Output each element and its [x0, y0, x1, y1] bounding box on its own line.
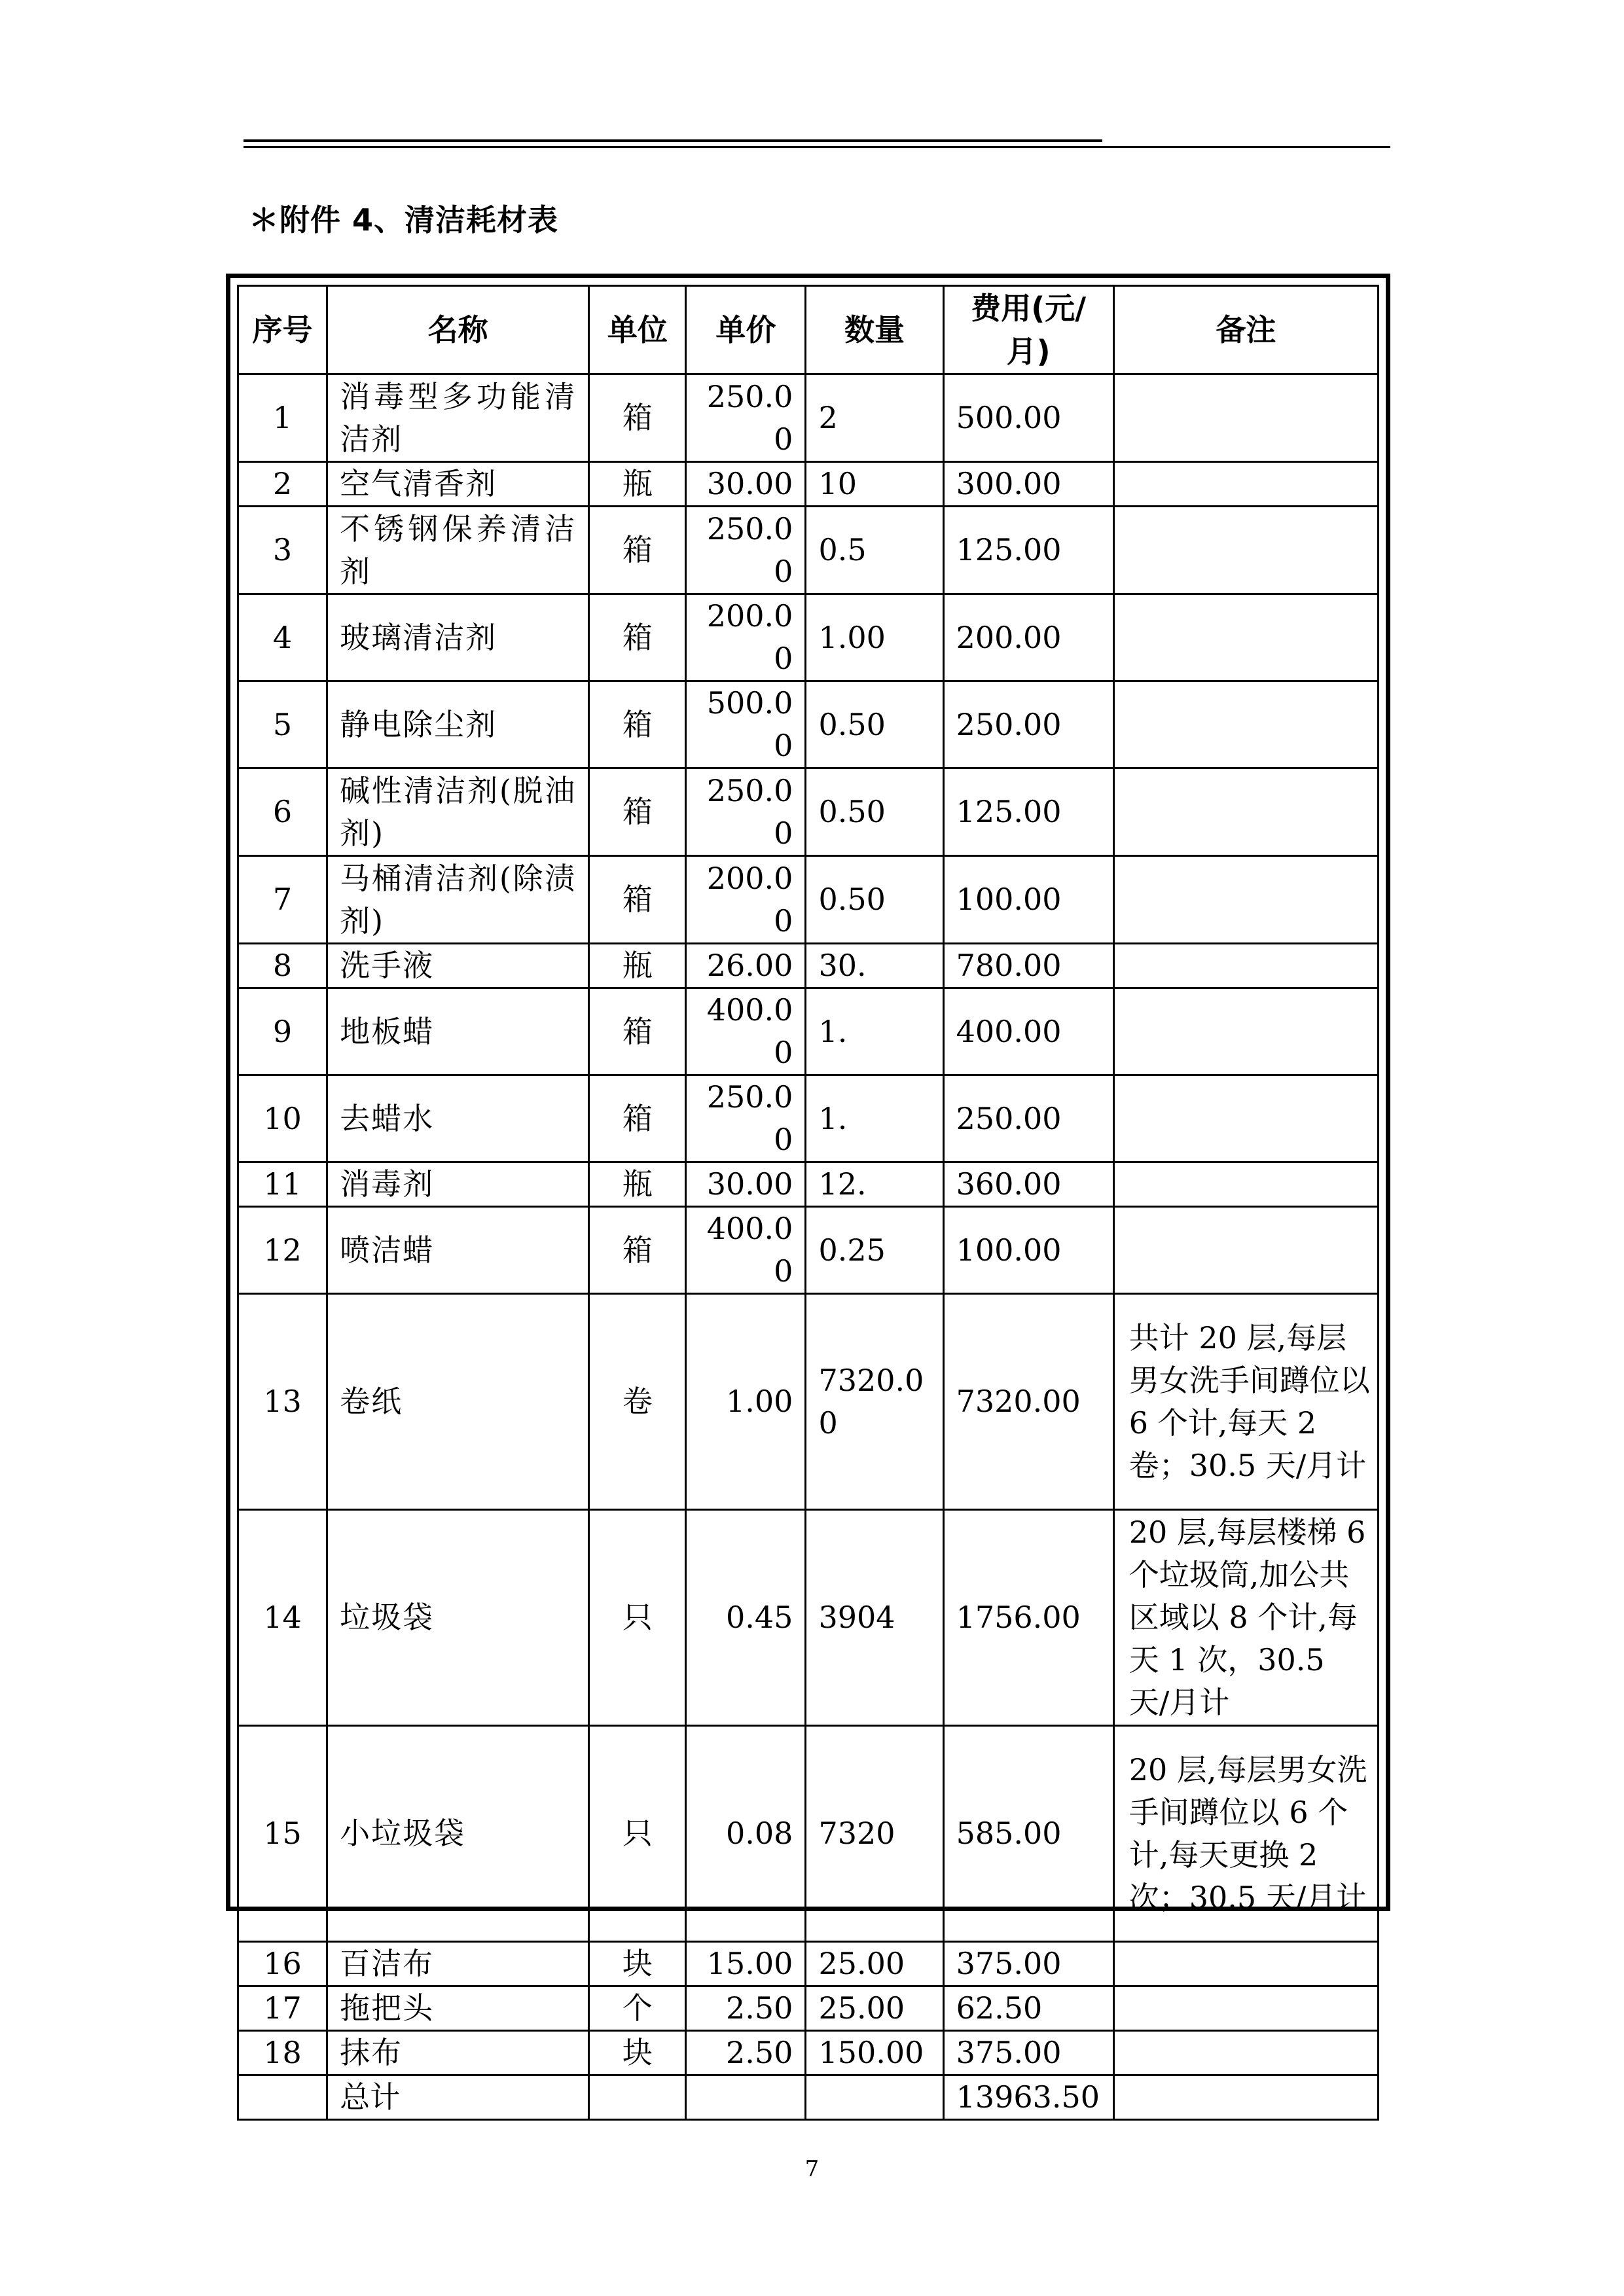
cell-cost: 250.00 [943, 1075, 1113, 1162]
cell-price: 400.00 [686, 1207, 806, 1294]
cell-note [1113, 374, 1378, 462]
cell-no: 18 [238, 2031, 327, 2075]
cell-no: 8 [238, 944, 327, 988]
cell-unit: 箱 [589, 1075, 686, 1162]
cell-price: 0.08 [686, 1726, 806, 1942]
cell-no: 6 [238, 768, 327, 856]
header-rule-upper [244, 139, 1102, 142]
cell-name: 抹布 [327, 2031, 589, 2075]
cell-cost: 300.00 [943, 462, 1113, 507]
cell-no: 12 [238, 1207, 327, 1294]
cell-qty: 30. [806, 944, 943, 988]
cell-name: 去蜡水 [327, 1075, 589, 1162]
cell-cost: 585.00 [943, 1726, 1113, 1942]
table-row [238, 1510, 1379, 1726]
page-number: 7 [804, 2156, 820, 2182]
cell-qty: 1. [806, 988, 943, 1075]
header-note: 备注 [1113, 286, 1378, 374]
cell-qty: 10 [806, 462, 943, 507]
cell-cost: 375.00 [943, 2031, 1113, 2075]
table-row [238, 1162, 1379, 1207]
cell-note: 20 层,每层男女洗手间蹲位以 6 个计,每天更换 2 次；30.5 天/月计 [1113, 1726, 1378, 1942]
cell-qty: 0.5 [806, 507, 943, 594]
cell-unit: 只 [589, 1510, 686, 1726]
cell-no: 17 [238, 1986, 327, 2031]
cell-unit: 箱 [589, 856, 686, 944]
cell-no: 1 [238, 374, 327, 462]
cell-qty: 12. [806, 1162, 943, 1207]
cell-unit: 箱 [589, 594, 686, 681]
table-row [238, 594, 1379, 681]
cell-note [1113, 1207, 1378, 1294]
consumables-table-frame [226, 274, 1390, 2115]
cell-name: 卷纸 [327, 1294, 589, 1510]
cell-cost: 100.00 [943, 856, 1113, 944]
cell-name: 不锈钢保养清洁剂 [327, 507, 589, 594]
table-row [238, 1986, 1379, 2031]
header-qty: 数量 [806, 286, 943, 374]
cell-qty: 25.00 [806, 1986, 943, 2031]
cell-note: 20 层,每层楼梯 6 个垃圾筒,加公共区域以 8 个计,每天 1 次，30.5 天/月计 [1113, 1510, 1378, 1726]
cell-no: 15 [238, 1726, 327, 1942]
table-row [238, 507, 1379, 594]
cell-name: 玻璃清洁剂 [327, 594, 589, 681]
cell-note [1113, 681, 1378, 768]
cell-unit: 箱 [589, 768, 686, 856]
cell-qty: 2 [806, 374, 943, 462]
header-no: 序号 [238, 286, 327, 374]
cell-unit: 瓶 [589, 462, 686, 507]
table-row [238, 681, 1379, 768]
cell-unit: 块 [589, 1942, 686, 1986]
table-row [238, 768, 1379, 856]
cell-qty: 25.00 [806, 1942, 943, 1986]
cell-price: 2.50 [686, 1986, 806, 2031]
cell-price: 200.00 [686, 594, 806, 681]
cell-note [1113, 988, 1378, 1075]
total-price [686, 2075, 806, 2120]
cell-no: 16 [238, 1942, 327, 1986]
cell-unit: 卷 [589, 1294, 686, 1510]
cell-unit: 个 [589, 1986, 686, 2031]
cell-qty: 1.00 [806, 594, 943, 681]
cell-qty: 7320 [806, 1726, 943, 1942]
table-row [238, 1726, 1379, 1942]
cell-no: 10 [238, 1075, 327, 1162]
cell-cost: 250.00 [943, 681, 1113, 768]
header-unit: 单位 [589, 286, 686, 374]
cell-note [1113, 1986, 1378, 2031]
table-row [238, 1942, 1379, 1986]
table-header-row [238, 286, 1379, 374]
cell-price: 26.00 [686, 944, 806, 988]
table-row [238, 2031, 1379, 2075]
cell-unit: 瓶 [589, 1162, 686, 1207]
cell-unit: 瓶 [589, 944, 686, 988]
cell-name: 消毒剂 [327, 1162, 589, 1207]
cell-cost: 360.00 [943, 1162, 1113, 1207]
cell-qty: 3904 [806, 1510, 943, 1726]
cell-price: 250.00 [686, 374, 806, 462]
cell-unit: 只 [589, 1726, 686, 1942]
cell-cost: 7320.00 [943, 1294, 1113, 1510]
cell-cost: 375.00 [943, 1942, 1113, 1986]
cell-price: 0.45 [686, 1510, 806, 1726]
cell-unit: 箱 [589, 1207, 686, 1294]
table-row [238, 1075, 1379, 1162]
table-row [238, 374, 1379, 462]
consumables-table [237, 285, 1379, 2121]
cell-note [1113, 1075, 1378, 1162]
cell-name: 消毒型多功能清洁剂 [327, 374, 589, 462]
table-row [238, 856, 1379, 944]
cell-note [1113, 462, 1378, 507]
header-name: 名称 [327, 286, 589, 374]
cell-note [1113, 1942, 1378, 1986]
cell-no: 7 [238, 856, 327, 944]
cell-cost: 200.00 [943, 594, 1113, 681]
cell-qty: 0.50 [806, 856, 943, 944]
cell-name: 地板蜡 [327, 988, 589, 1075]
cell-note [1113, 944, 1378, 988]
cell-name: 小垃圾袋 [327, 1726, 589, 1942]
header-cost: 费用(元/月) [943, 286, 1113, 374]
total-unit [589, 2075, 686, 2120]
cell-price: 1.00 [686, 1294, 806, 1510]
cell-note: 共计 20 层,每层男女洗手间蹲位以 6 个计,每天 2 卷；30.5 天/月计 [1113, 1294, 1378, 1510]
cell-note [1113, 1162, 1378, 1207]
cell-qty: 150.00 [806, 2031, 943, 2075]
cell-unit: 箱 [589, 507, 686, 594]
cell-cost: 125.00 [943, 507, 1113, 594]
cell-name: 拖把头 [327, 1986, 589, 2031]
cell-name: 碱性清洁剂(脱油剂) [327, 768, 589, 856]
cell-name: 百洁布 [327, 1942, 589, 1986]
cell-price: 15.00 [686, 1942, 806, 1986]
total-qty [806, 2075, 943, 2120]
table-row [238, 944, 1379, 988]
cell-unit: 箱 [589, 681, 686, 768]
cell-note [1113, 856, 1378, 944]
cell-cost: 780.00 [943, 944, 1113, 988]
cell-price: 500.00 [686, 681, 806, 768]
total-cost: 13963.50 [943, 2075, 1113, 2120]
cell-cost: 500.00 [943, 374, 1113, 462]
cell-no: 13 [238, 1294, 327, 1510]
table-body [238, 374, 1379, 2120]
cell-name: 垃圾袋 [327, 1510, 589, 1726]
total-label: 总计 [327, 2075, 589, 2120]
cell-no: 4 [238, 594, 327, 681]
cell-name: 马桶清洁剂(除渍剂) [327, 856, 589, 944]
cell-qty: 0.50 [806, 768, 943, 856]
cell-cost: 1756.00 [943, 1510, 1113, 1726]
table-row [238, 462, 1379, 507]
cell-qty: 1. [806, 1075, 943, 1162]
cell-price: 250.00 [686, 768, 806, 856]
table-total-row [238, 2075, 1379, 2120]
cell-note [1113, 768, 1378, 856]
total-no [238, 2075, 327, 2120]
cell-cost: 125.00 [943, 768, 1113, 856]
cell-price: 250.00 [686, 1075, 806, 1162]
header-price: 单价 [686, 286, 806, 374]
table-row [238, 1207, 1379, 1294]
cell-price: 250.00 [686, 507, 806, 594]
table-row [238, 988, 1379, 1075]
cell-no: 2 [238, 462, 327, 507]
cell-unit: 块 [589, 2031, 686, 2075]
cell-price: 30.00 [686, 462, 806, 507]
cell-price: 200.00 [686, 856, 806, 944]
cell-no: 3 [238, 507, 327, 594]
cell-no: 9 [238, 988, 327, 1075]
cell-qty: 0.50 [806, 681, 943, 768]
cell-cost: 100.00 [943, 1207, 1113, 1294]
cell-name: 喷洁蜡 [327, 1207, 589, 1294]
cell-note [1113, 594, 1378, 681]
cell-unit: 箱 [589, 374, 686, 462]
cell-cost: 400.00 [943, 988, 1113, 1075]
cell-note [1113, 507, 1378, 594]
cell-price: 2.50 [686, 2031, 806, 2075]
cell-name: 洗手液 [327, 944, 589, 988]
total-note [1113, 2075, 1378, 2120]
cell-price: 30.00 [686, 1162, 806, 1207]
header-rule-lower [244, 146, 1390, 148]
cell-no: 5 [238, 681, 327, 768]
document-title: ＊附件 4、清洁耗材表 [249, 202, 559, 238]
cell-unit: 箱 [589, 988, 686, 1075]
cell-qty: 0.25 [806, 1207, 943, 1294]
table-row [238, 1294, 1379, 1510]
cell-no: 11 [238, 1162, 327, 1207]
cell-name: 空气清香剂 [327, 462, 589, 507]
cell-qty: 7320.00 [806, 1294, 943, 1510]
cell-note [1113, 2031, 1378, 2075]
cell-name: 静电除尘剂 [327, 681, 589, 768]
cell-no: 14 [238, 1510, 327, 1726]
cell-price: 400.00 [686, 988, 806, 1075]
cell-cost: 62.50 [943, 1986, 1113, 2031]
